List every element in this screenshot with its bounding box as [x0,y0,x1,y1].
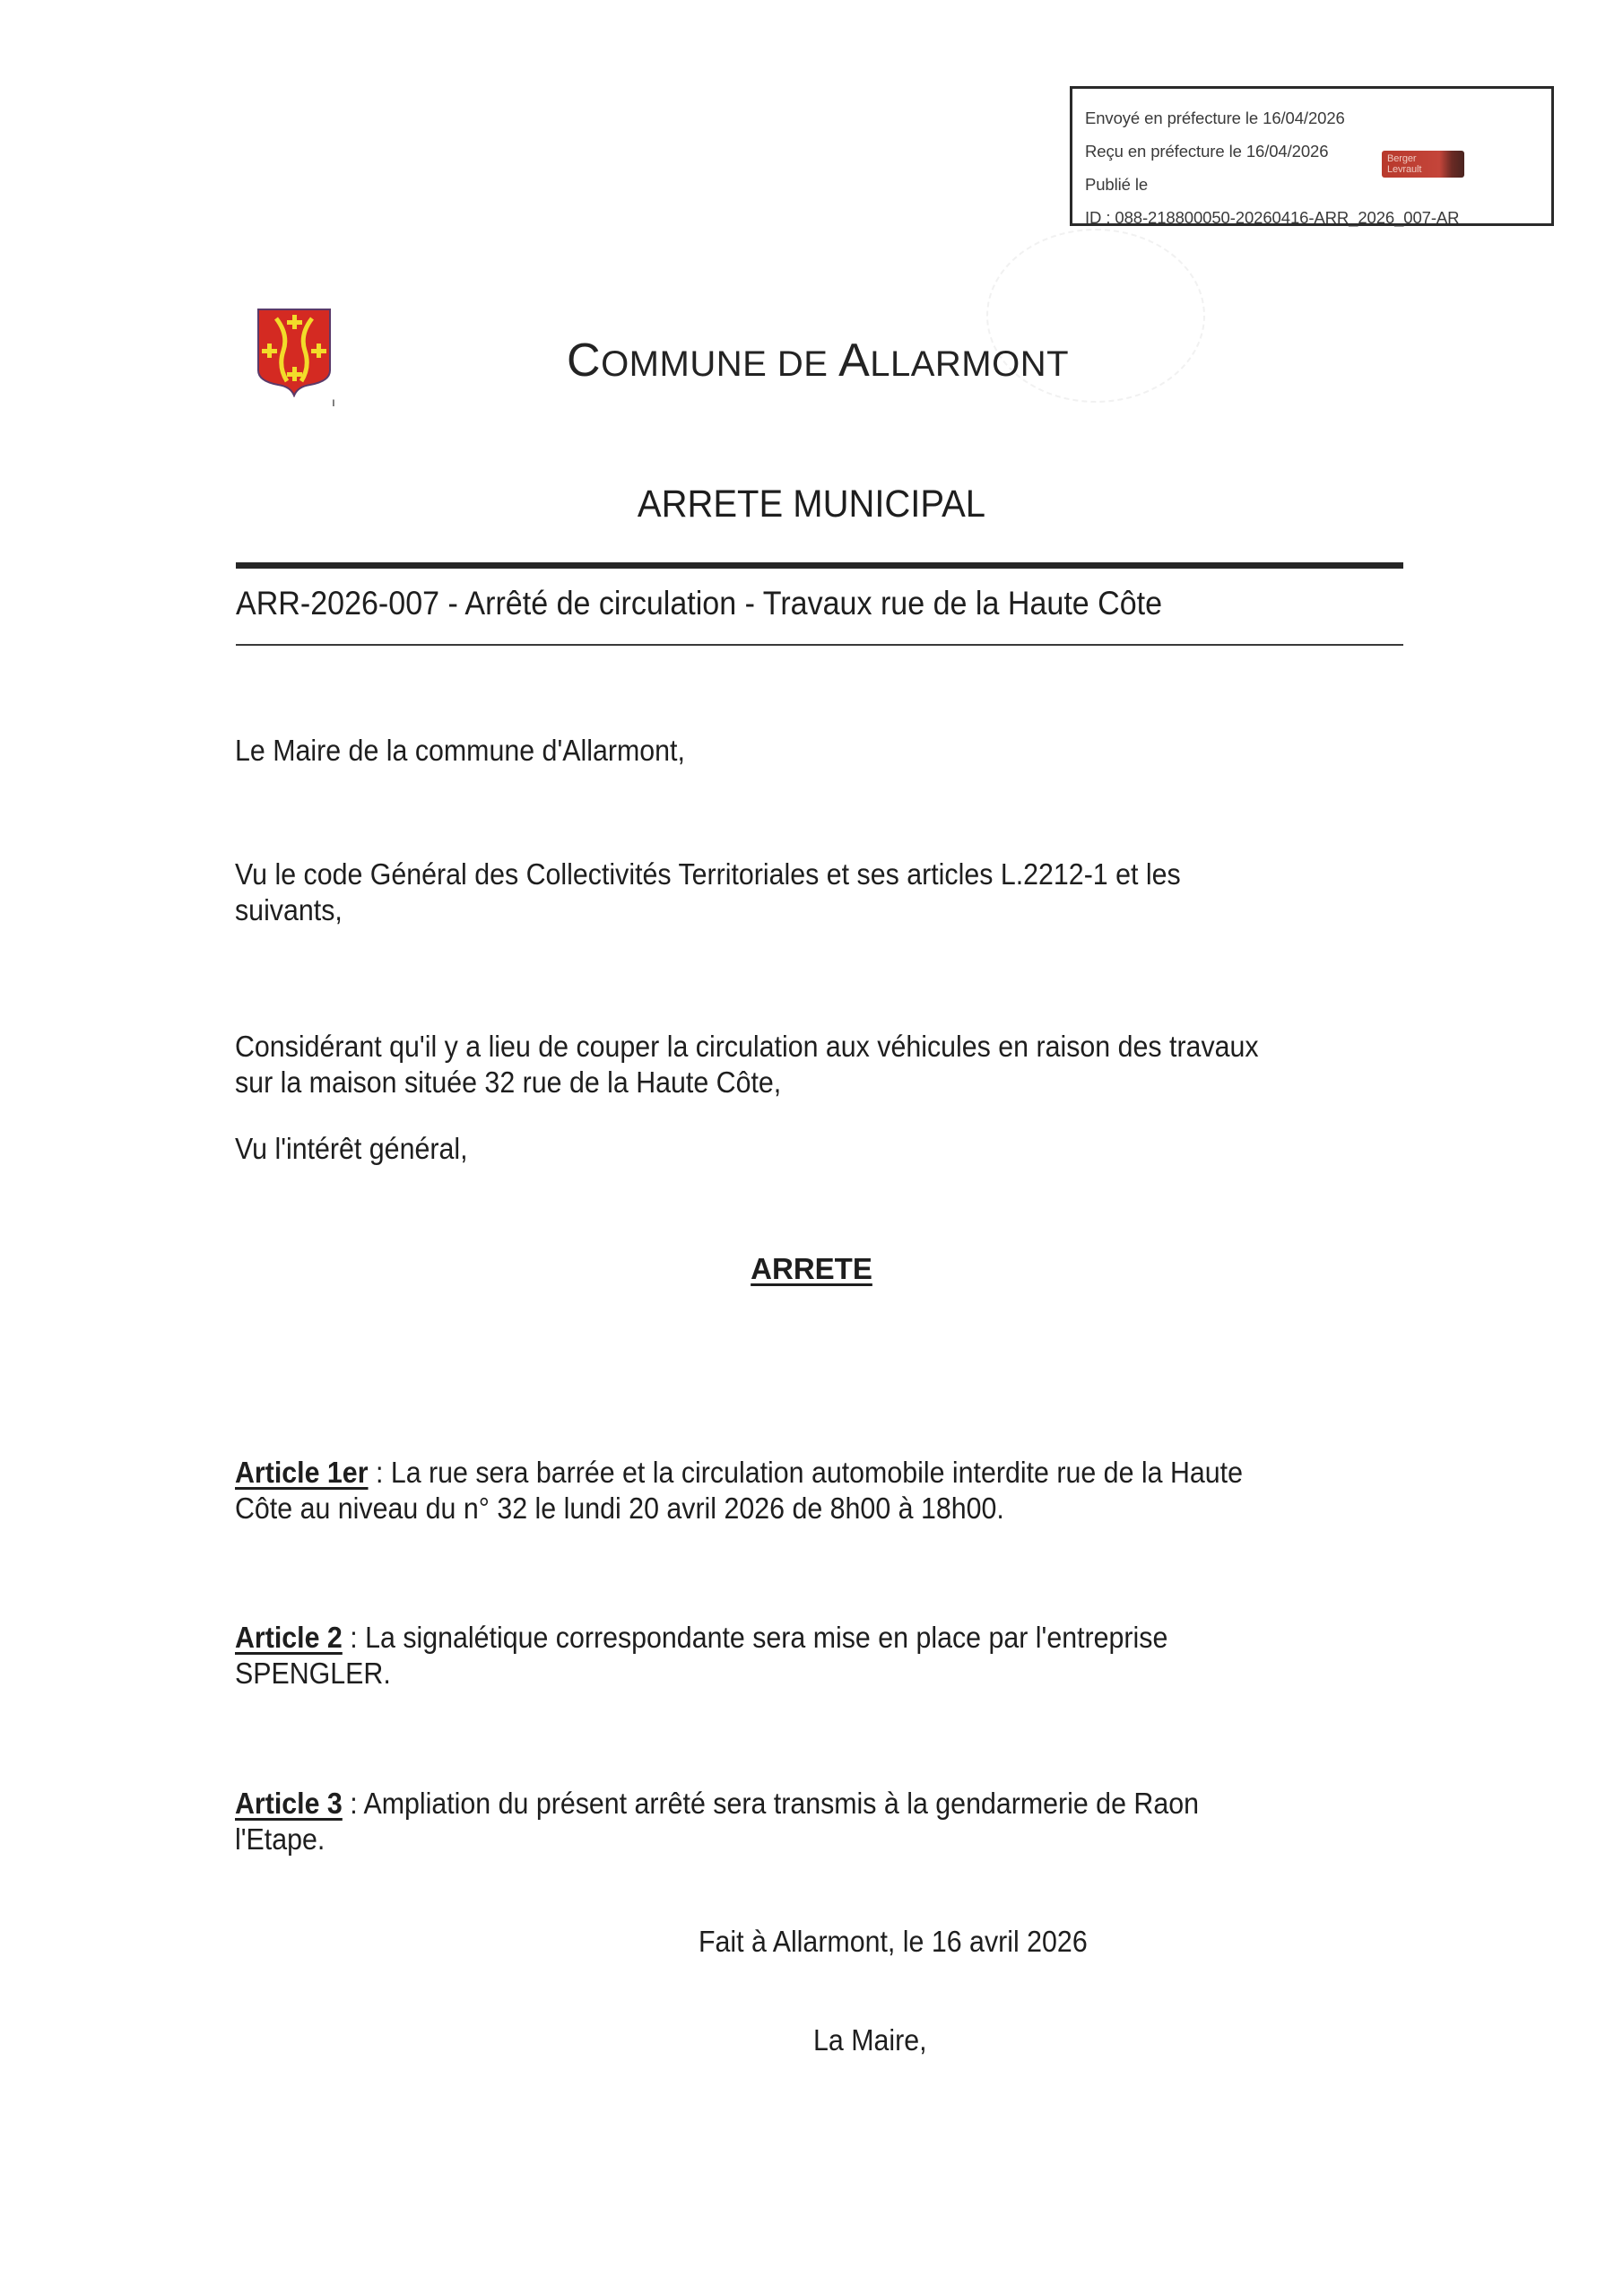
article-2-label: Article 2 [235,1621,343,1654]
article-2-line-1 [235,1620,1167,1656]
article-1-label: Article 1er [235,1456,369,1489]
document-subtitle: ARR-2026-007 - Arrêté de circulation - Travaux rue de la Haute Côte [236,585,1163,622]
article-3-label: Article 3 [235,1787,343,1820]
coat-of-arms-icon [256,308,332,397]
signature-place-date: Fait à Allarmont, le 16 avril 2026 [699,1925,1088,1958]
divider-thick [236,562,1403,569]
considerant-line-1: Considérant qu'il y a lieu de couper la circulation aux véhicules en raison des travaux [235,1030,1259,1063]
stamp-sent-date: Envoyé en préfecture le 16/04/2026 [1085,109,1345,127]
article-1-line-2: Côte au niveau du n° 32 le lundi 20 avril 2026 de 8h00 à 18h00. [235,1492,1004,1525]
commune-rest-2: LLARMONT [870,344,1070,384]
berger-levrault-logo-icon [1382,151,1464,178]
commune-title [567,334,1069,387]
prefecture-stamp [1070,86,1554,226]
stamp-id: ID : 088-218800050-20260416-ARR_2026_007-AR [1085,208,1460,227]
stamp-published: Publié le [1085,175,1149,194]
article-2-line-2: SPENGLER. [235,1657,391,1690]
badge-line-2: Levrault [1387,164,1422,175]
intro-paragraph: Le Maire de la commune d'Allarmont, [235,734,685,767]
considerant-line-2: sur la maison située 32 rue de la Haute Côte, [235,1065,782,1099]
vu-code-line-1: Vu le code Général des Collectivités Territoriales et ses articles L.2212-1 et les [235,857,1181,891]
arrete-heading: ARRETE [751,1252,872,1285]
document-type-title: ARRETE MUNICIPAL [637,483,986,526]
vu-interet-paragraph: Vu l'intérêt général, [235,1132,468,1165]
commune-cap-2: A [838,335,871,387]
signature-title: La Maire, [813,2023,927,2057]
vu-code-line-2: suivants, [235,893,343,926]
article-2-text: : La signalétique correspondante sera mise en place par l'entreprise [342,1621,1168,1654]
article-3-line-2: l'Etape. [235,1822,325,1856]
stamp-received-date: Reçu en préfecture le 16/04/2026 [1085,142,1329,161]
article-3-line-1 [235,1786,1199,1822]
article-3-text: : Ampliation du présent arrêté sera transmis à la gendarmerie de Raon [342,1787,1199,1820]
article-1-line-1 [235,1455,1243,1491]
article-1-text: : La rue sera barrée et la circulation automobile interdite rue de la Haute [368,1456,1243,1489]
divider-thin [236,644,1403,646]
commune-rest-1: OMMUNE DE [601,344,839,384]
scan-mark: ı [332,395,335,409]
badge-line-1: Berger [1387,153,1417,164]
commune-cap-1: C [567,335,602,387]
